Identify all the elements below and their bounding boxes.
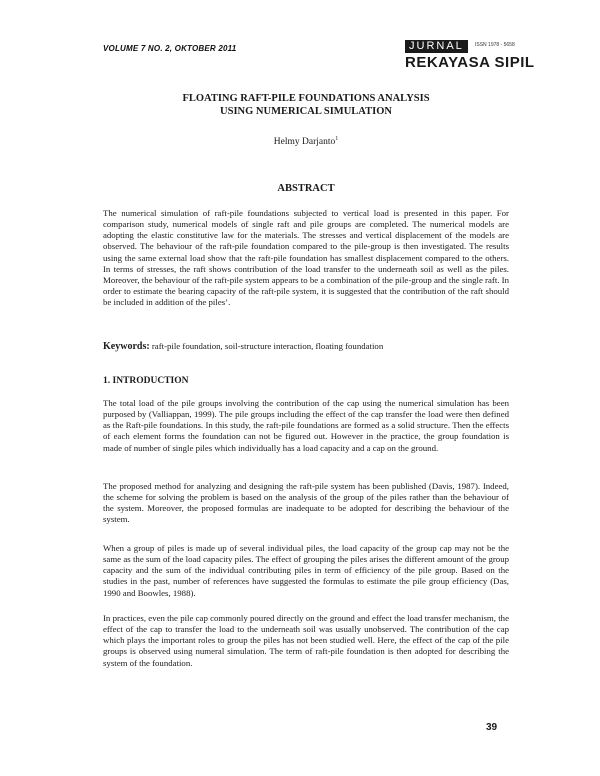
intro-paragraph-3: When a group of piles is made up of several individual piles, the load capacity of the group cap may not be the same as the sum of the load capacity piles. The effect of grouping the piles arises the different amount of the group capacity and the sum of the individual contributing piles in term of efficiency of the pile group. Based on the studies in the past, number of references have suggested the formulas to estimate the pile group efficiency (Das, 1990 and Boowles, 1988). [103, 543, 509, 598]
abstract-heading: ABSTRACT [277, 183, 335, 194]
author [103, 136, 509, 147]
author-affiliation-mark: 1 [335, 136, 339, 142]
intro-paragraph-4: In practices, even the pile cap commonly poured directly on the ground and effect the load transfer mechanism, the effect of the cap to transfer the load to the underneath soil was usually unobserved. The contribution of the cap which plays the important roles to group the piles has not been studied well. Here, the effect of the cap of the pile groups is observed using numeral simulation. The term of raft-pile foundation is then adopted for describing the system of the foundation. [103, 613, 509, 668]
intro-paragraph-2: The proposed method for analyzing and designing the raft-pile system has been published (Davis, 1987). Indeed, the scheme for solving the problem is based on the analysis of the group of the piles rather than the behaviour of the system. Moreover, the proposed formulas are inadequate to be adopted for describing the behaviour of the system. [103, 481, 509, 525]
author-name: Helmy Darjanto [273, 137, 336, 148]
issn-label: ISSN 1978 - 5658 [475, 42, 515, 48]
keywords-text: raft-pile foundation, soil-structure interaction, floating foundation [151, 341, 384, 351]
paper-title-line2: USING NUMERICAL SIMULATION [220, 106, 392, 117]
intro-paragraph-1: The total load of the pile groups involving the contribution of the cap using the numerical simulation has been purposed by (Valliappan, 1999). The pile groups including the effect of the cap transfer the load were then defined as the Raft-pile foundations. In this study, the raft-pile foundations are formed as a solid structure. Then the effects of each element forms the foundation can not be figured out. However in the practice, the group foundation is made of number of single piles which individually has a load capacity and a cap on the ground. [103, 398, 509, 453]
section-heading-introduction: 1. INTRODUCTION [103, 376, 189, 386]
page-number: 39 [486, 722, 498, 733]
keywords-label: Keywords: [103, 341, 150, 352]
journal-logo-bottom: REKAYASA SIPIL [405, 54, 535, 71]
keywords [103, 341, 509, 352]
journal-logo [405, 40, 535, 74]
journal-logo-top: JURNAL [405, 40, 468, 53]
paper-title-line1: FLOATING RAFT-PILE FOUNDATIONS ANALYSIS [182, 93, 430, 104]
abstract-text: The numerical simulation of raft-pile foundations subjected to vertical load is presented in this paper. For comparison study, numerical models of single raft and pile groups are completed. The numerical models are adopting the elastic constitutive law for the materials. The stresses and vertical displacement of the models are observed. The behaviour of the raft-pile foundation compared to the pile-group is then investigated. The results using the same external load show that the raft-pile foundation has smallest displacement compared to the others. In terms of stresses, the raft shows contribution of the load transfer to the underneath soil as well as the piles. Moreover, the behaviour of the raft-pile system appears to be a combination of the pile-group and the single raft. In order to estimate the bearing capacity of the raft-pile system, it is suggested that the contribution of the raft should be included in addition of the piles’. [103, 208, 509, 308]
volume-header: VOLUME 7 NO. 2, OKTOBER 2011 [103, 44, 237, 53]
